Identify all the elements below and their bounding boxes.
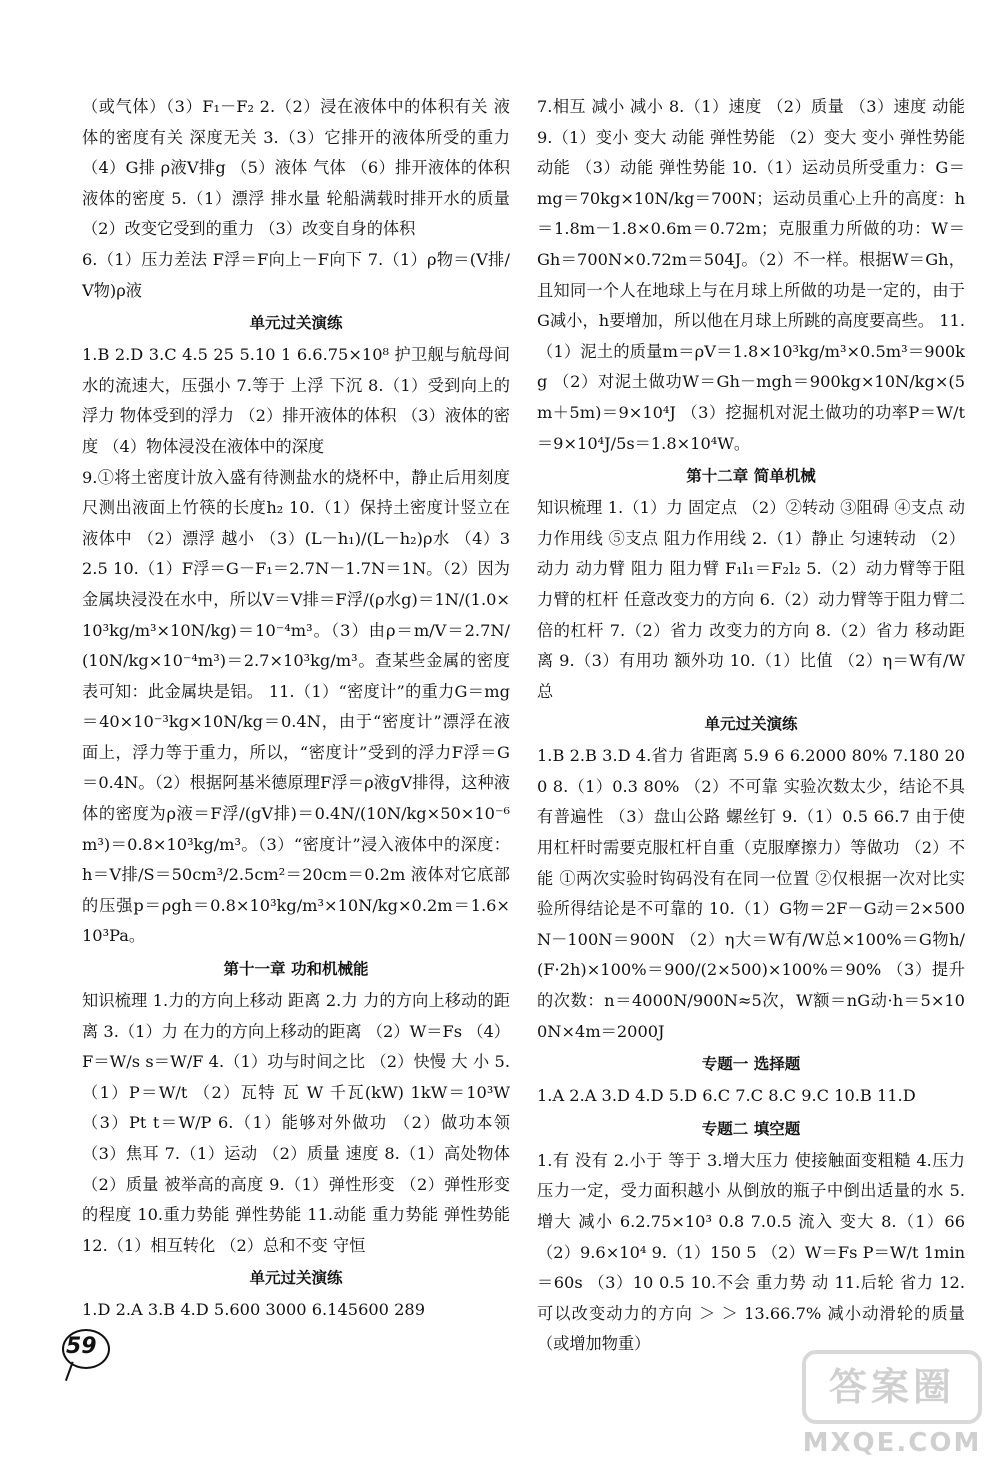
left-column	[82, 92, 510, 1326]
text-block: 1.D 2.A 3.B 4.D 5.600 3000 6.145600 289	[82, 1300, 426, 1320]
text-block: （或气体）（3）F₁－F₂ 2.（2）浸在液体中的体积有关 液体的密度有关 深度无关 3.（3）它排开的液体所受的重力 （4）G排 ρ液V排g （5）液体 气体 （6）排开液体的体积 液体的密度 5.（1）漂浮 排水量 轮船满载时排开水的质量 （2）改变它受到的重力 （3）改变自身的体积	[82, 97, 510, 239]
site-watermark	[802, 1350, 982, 1460]
text-block: 1.B 2.B 3.D 4.省力 省距离 5.9 6 6.2000 80% 7.180 200 8.（1）0.3 80% （2）不可靠 实验次数太少，结论不具有普遍性 （3）盘山公路 螺丝钉 9.（1）0.5 66.7 由于使用杠杆时需要克服杠杆自重（克服摩擦力）等做功 （2）不能 ①两次实验时钩码没有在同一位置 ②仅根据一次对比实验所得结论是不可靠的 10.（1）G物＝2F－G动＝2×500N－100N＝900N （2）η大＝W有/W总×100%＝G物h/(F·2h)×100%＝900/(2×500)×100%＝90% （3）提升的次数：n＝4000N/900N≈5次，W额＝nG动·h＝5×100N×4m＝2000J	[537, 746, 965, 1041]
page-number: 59	[66, 1334, 97, 1359]
section-heading: 专题二 填空题	[701, 1119, 801, 1138]
section-heading: 专题一 选择题	[701, 1055, 801, 1074]
watermark-logo: 答案圈	[802, 1350, 982, 1424]
text-block: 1.B 2.D 3.C 4.5 25 5.10 1 6.6.75×10⁸ 护卫舰与航母间水的流速大，压强小 7.等于 上浮 下沉 8.（1）受到向上的浮力 物体受到的浮力 （2）排开液体的体积 （3）液体的密度 （4）物体浸没在液体中的深度	[82, 345, 510, 456]
text-block: 7.相互 减小 减小 8.（1）速度 （2）质量 （3）速度 动能 9.（1）变小 变大 动能 弹性势能 （2）变大 变小 弹性势能 动能 （3）动能 弹性势能 10.（1）运动员所受重力：G＝mg＝70kg×10N/kg＝700N；运动员重心上升的高度：h＝1.8m－1.8×0.6m＝0.72m；克服重力所做的功：W＝Gh＝700N×0.72m＝504J。（2）不一样。根据W＝Gh，且知同一个人在地球上与在月球上所做的功是一定的，由于G减小，h要增加，所以他在月球上所跳的高度要高些。 11.（1）泥土的质量m＝ρV＝1.8×10³kg/m³×0.5m³＝900kg （2）对泥土做功W＝Gh－mgh＝900kg×10N/kg×(5m＋5m)＝9×10⁴J （3）挖掘机对泥土做功的功率P＝W/t＝9×10⁴J/5s＝1.8×10⁴W。	[537, 97, 965, 453]
text-block: 1.A 2.A 3.D 4.D 5.D 6.C 7.C 8.C 9.C 10.B 11.D	[537, 1086, 916, 1106]
text-block: 知识梳理 1.（1）力 固定点 （2）②转动 ③阻碍 ④支点 动力作用线 ⑤支点 阻力作用线 2.（1）静止 匀速转动 （2）动力 动力臂 阻力 阻力臂 F₁l₁＝F₂l₂ 5.（2）动力臂等于阻力臂的杠杆 任意改变力的方向 6.（2）动力臂等于阻力臂二倍的杠杆 7.（2）省力 改变力的方向 8.（2）省力 移动距离 9.（3）有用功 额外功 10.（1）比值 （2）η＝W有/W总	[537, 498, 965, 701]
text-block: 知识梳理 1.力的方向上移动 距离 2.力 力的方向上移动的距离 3.（1）力 在力的方向上移动的距离 （2）W＝Fs （4）F＝W/s s＝W/F 4.（1）功与时间之比 （2）快慢 大 小 5.（1）P＝W/t （2）瓦特 瓦 W 千瓦(kW) 1kW＝10³W （3）Pt t＝W/P 6.（1）能够对外做功 （2）做功本领 （3）焦耳 7.（1）运动 （2）质量 速度 8.（1）高处物体 （2）质量 被举高的高度 9.（1）弹性形变 （2）弹性形变的程度 10.重力势能 弹性势能 11.动能 重力势能 弹性势能 12.（1）相互转化 （2）总和不变 守恒	[82, 991, 510, 1255]
chapter-heading: 第十一章 功和机械能	[223, 960, 369, 979]
text-block: 6.（1）压力差法 F浮＝F向上－F向下 7.（1）ρ物＝(V排/V物)ρ液	[82, 249, 510, 300]
text-block: 9.①将土密度计放入盛有待测盐水的烧杯中，静止后用刻度尺测出液面上竹筷的长度h₂ 10.（1）保持土密度计竖立在液体中 （2）漂浮 越小 （3）(L－h₁)/(L－h₂)ρ水 （4）32.5 10.（1）F浮＝G－F₁＝2.7N－1.7N＝1N。（2）因为金属块浸没在水中，所以V＝V排＝F浮/(ρ水g)＝1N/(1.0×10³kg/m³×10N/kg)＝10⁻⁴m³。（3）由ρ＝m/V＝2.7N/(10N/kg×10⁻⁴m³)＝2.7×10³kg/m³。查某些金属的密度表可知：此金属块是铝。 11.（1）“密度计”的重力G＝mg＝40×10⁻³kg×10N/kg＝0.4N，由于“密度计”漂浮在液面上，浮力等于重力，所以，“密度计”受到的浮力F浮＝G＝0.4N。（2）根据阿基米德原理F浮＝ρ液gV排得，这种液体的密度为ρ液＝F浮/(gV排)＝0.4N/(10N/kg×50×10⁻⁶m³)＝0.8×10³kg/m³。（3）“密度计”浸入液体中的深度：h＝V排/S＝50cm³/2.5cm²＝20cm＝0.2m 液体对它底部的压强p＝ρgh＝0.8×10³kg/m³×10N/kg×0.2m＝1.6×10³Pa。	[82, 467, 510, 946]
page-number-badge	[58, 1325, 118, 1385]
chapter-heading: 第十二章 简单机械	[686, 467, 816, 486]
section-heading: 单元过关演练	[704, 715, 798, 734]
right-column	[537, 92, 965, 1360]
section-heading: 单元过关演练	[249, 1269, 343, 1288]
text-block: 1.有 没有 2.小于 等于 3.增大压力 使接触面变粗糙 4.压力 压力一定，受力面积越小 从倒放的瓶子中倒出适量的水 5.增大 减小 6.2.75×10³ 0.8 7.0.5 流入 变大 8.（1）66 （2）9.6×10⁴ 9.（1）150 5 （2）W＝Fs P＝W/t 1min＝60s （3）10 0.5 10.不会 重力势 动 11.后轮 省力 12.可以改变动力的方向 ＞ ＞ 13.66.7% 减小动滑轮的质量（或增加物重）	[537, 1150, 965, 1354]
watermark-url: MXQE.COM	[802, 1428, 982, 1458]
section-heading: 单元过关演练	[249, 314, 343, 333]
magnifier-handle	[65, 1362, 83, 1385]
